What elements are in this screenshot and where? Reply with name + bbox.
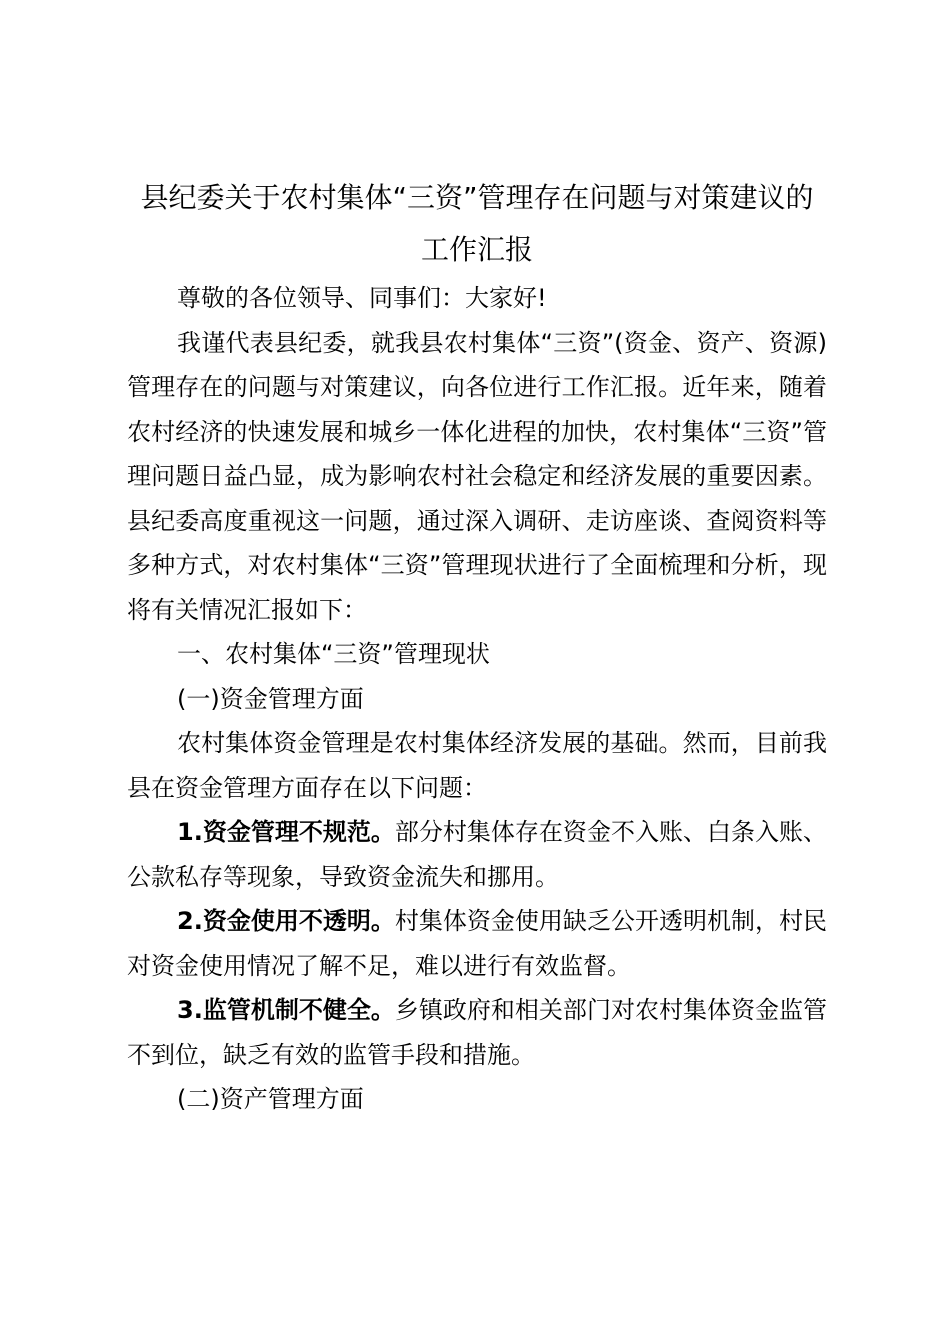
intro-paragraph: 我谨代表县纪委，就我县农村集体“三资”(资金、资产、资源)管理存在的问题与对策建议，向各位进行工作汇报。近年来，随着农村经济的快速发展和城乡一体化进程的加快，农村集体“三资”管理问题日益凸显，成为影响农村社会稳定和经济发展的重要因素。县纪委高度重视这一问题，通过深入调研、走访座谈、查阅资料等多种方式，对农村集体“三资”管理现状进行了全面梳理和分析，现将有关情况汇报如下：: [127, 328, 827, 624]
list-item-text: 部分村集体存在资金不入账、白条入账、公款私存等现象，导致资金流失和挪用。: [127, 818, 828, 891]
greeting: 尊敬的各位领导、同事们：大家好!: [177, 284, 547, 312]
list-item-text: 村集体资金使用缺乏公开透明机制，村民对资金使用情况了解不足，难以进行有效监督。: [127, 907, 828, 980]
list-item: [127, 899, 827, 988]
list-item-lead: 2.资金使用不透明。: [177, 907, 395, 935]
list-item: [127, 988, 827, 1077]
document-title: [115, 172, 839, 276]
subsection-intro: 农村集体资金管理是农村集体经济发展的基础。然而，目前我县在资金管理方面存在以下问题：: [127, 729, 827, 802]
subsection-heading-1: (一)资金管理方面: [177, 684, 364, 713]
list-item-lead: 1.资金管理不规范。: [177, 818, 395, 846]
list-item: [127, 810, 827, 899]
list-item-lead: 3.监管机制不健全。: [177, 996, 395, 1024]
subsection-heading-2: (二)资产管理方面: [177, 1085, 364, 1113]
title-line-1: 县纪委关于农村集体“三资”管理存在问题与对策建议的: [140, 181, 814, 214]
document-body: [127, 172, 827, 1122]
section-heading-1: 一、农村集体“三资”管理现状: [177, 640, 490, 668]
list-item-text: 乡镇政府和相关部门对农村集体资金监管不到位，缺乏有效的监管手段和措施。: [127, 996, 828, 1069]
title-line-2: 工作汇报: [420, 233, 533, 266]
